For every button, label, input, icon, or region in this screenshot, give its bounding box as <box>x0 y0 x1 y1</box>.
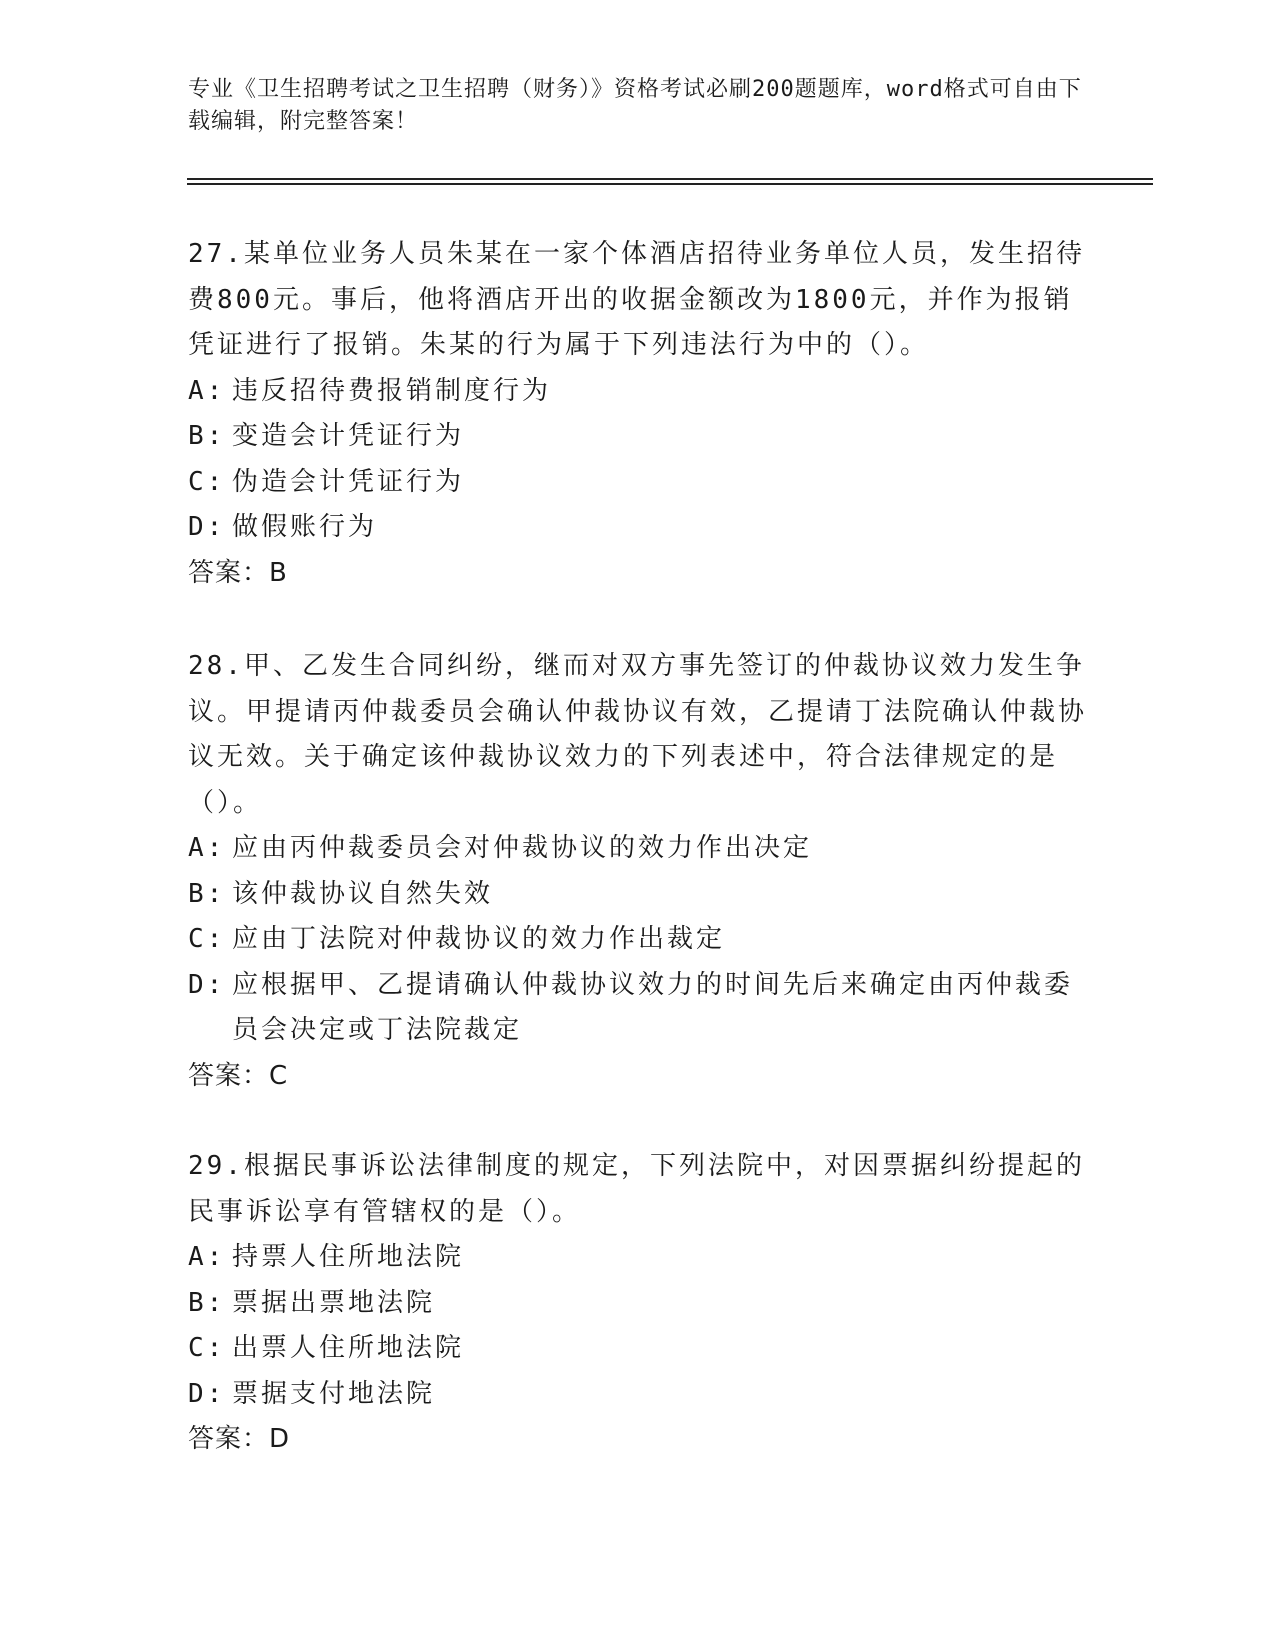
question-29 <box>188 1144 1088 1463</box>
option-a <box>188 826 1088 872</box>
document-header: 专业《卫生招聘考试之卫生招聘（财务）》资格考试必刷200题题库，word格式可自由下载编辑，附完整答案！ <box>188 77 1082 134</box>
option-b <box>188 414 1088 460</box>
option-key: A: <box>188 1242 226 1272</box>
option-c <box>188 917 1088 963</box>
answer-line: 答案：C <box>188 1060 289 1091</box>
answer-line: 答案：D <box>188 1424 291 1454</box>
option-a <box>188 369 1088 415</box>
question-stem: 27.某单位业务人员朱某在一家个体酒店招待业务单位人员，发生招待费800元。事后，他将酒店开出的收据金额改为1800元，并作为报销凭证进行了报销。朱某的行为属于下列违法行为中的（）。 <box>188 239 1085 360</box>
header-divider-top <box>187 178 1153 180</box>
option-d <box>188 1372 1088 1418</box>
question-28 <box>188 644 1088 1099</box>
option-key: A: <box>188 375 226 406</box>
option-text: 做假账行为 <box>232 512 378 542</box>
answer-line: 答案：B <box>188 557 288 588</box>
option-text: 违反招待费报销制度行为 <box>232 375 552 406</box>
option-text: 票据出票地法院 <box>232 1287 436 1318</box>
option-text: 伪造会计凭证行为 <box>232 466 465 497</box>
option-a <box>188 1235 1088 1281</box>
option-d <box>188 505 1088 551</box>
option-text: 出票人住所地法院 <box>232 1333 465 1363</box>
option-d <box>188 963 1088 1054</box>
option-key: D: <box>188 1378 226 1409</box>
question-stem: 28.甲、乙发生合同纠纷，继而对双方事先签订的仲裁协议效力发生争议。甲提请丙仲裁委员会确认仲裁协议有效，乙提请丁法院确认仲裁协议无效。关于确定该仲裁协议效力的下列表述中，符合法律规定的是（）。 <box>188 651 1088 818</box>
question-stem: 29.根据民事诉讼法律制度的规定，下列法院中，对因票据纠纷提起的民事诉讼享有管辖权的是（）。 <box>188 1151 1085 1227</box>
option-b <box>188 1281 1088 1327</box>
option-c <box>188 460 1088 506</box>
option-key: C: <box>188 924 226 954</box>
header-divider-bottom <box>187 183 1153 185</box>
option-text: 该仲裁协议自然失效 <box>232 878 494 909</box>
option-b <box>188 872 1088 918</box>
option-key: C: <box>188 466 226 497</box>
option-text: 应由丁法院对仲裁协议的效力作出裁定 <box>232 924 726 954</box>
option-text: 应由丙仲裁委员会对仲裁协议的效力作出决定 <box>232 833 813 863</box>
option-text: 变造会计凭证行为 <box>232 421 465 451</box>
option-text: 票据支付地法院 <box>232 1378 436 1409</box>
option-key: D: <box>188 969 226 1000</box>
option-text: 应根据甲、乙提请确认仲裁协议效力的时间先后来确定由丙仲裁委员会决定或丁法院裁定 <box>232 969 1074 1045</box>
option-key: B: <box>188 878 226 909</box>
option-text: 持票人住所地法院 <box>232 1242 465 1272</box>
option-key: B: <box>188 421 226 451</box>
option-key: C: <box>188 1333 226 1363</box>
option-c <box>188 1326 1088 1372</box>
question-27 <box>188 232 1088 596</box>
option-key: B: <box>188 1287 226 1318</box>
option-key: A: <box>188 833 226 863</box>
option-key: D: <box>188 512 226 542</box>
